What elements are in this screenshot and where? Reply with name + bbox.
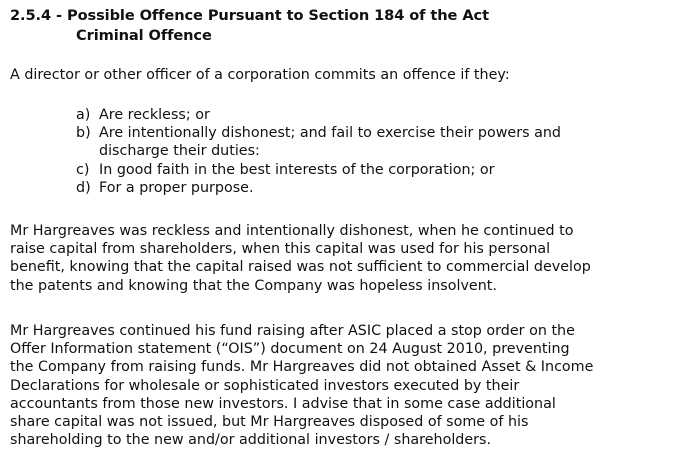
paragraph-line: Mr Hargreaves continued his fund raising after ASIC placed a stop order on the: [10, 323, 575, 339]
list-item-marker: b): [76, 125, 91, 142]
offence-conditions-list: [76, 106, 561, 197]
intro-paragraph: A director or other officer of a corporation commits an offence if they:: [10, 67, 510, 83]
list-item: [76, 161, 561, 179]
list-item-marker: c): [76, 161, 90, 178]
list-item-text: In good faith in the best interests of the corporation; or: [99, 161, 495, 178]
list-item-text: Are intentionally dishonest; and fail to exercise their powers and: [99, 125, 561, 142]
section-heading: [10, 6, 489, 46]
section-heading-subtitle: Criminal Offence: [76, 27, 212, 44]
list-item: [76, 179, 561, 197]
list-item-marker: a): [76, 107, 91, 123]
paragraph-line: raise capital from shareholders, when this capital was used for his personal: [10, 241, 551, 258]
list-item-text: discharge their duties:: [99, 143, 260, 160]
paragraph-recklessness: [10, 222, 686, 295]
paragraph-line: shareholding to the new and/or additional investors / shareholders.: [10, 432, 492, 449]
list-item: [76, 124, 561, 160]
paragraph-line: benefit, knowing that the capital raised was not sufficient to commercial develop: [10, 259, 591, 276]
list-item: [76, 106, 561, 124]
paragraph-line: Declarations for wholesale or sophisticated investors executed by their: [10, 377, 520, 394]
list-item-text: For a proper purpose.: [99, 179, 254, 196]
list-item-marker: d): [76, 179, 91, 196]
section-heading-title: 2.5.4 - Possible Offence Pursuant to Section 184 of the Act: [10, 7, 489, 24]
paragraph-line: the Company from raising funds. Mr Hargreaves did not obtained Asset & Income: [10, 359, 594, 376]
paragraph-line: share capital was not issued, but Mr Hargreaves disposed of some of his: [10, 414, 529, 431]
paragraph-line: Mr Hargreaves was reckless and intentionally dishonest, when he continued to: [10, 223, 574, 239]
paragraph-fund-raising: [10, 322, 686, 449]
list-item-text: Are reckless; or: [99, 107, 210, 123]
paragraph-line: accountants from those new investors. I advise that in some case additional: [10, 395, 556, 412]
paragraph-line: Offer Information statement (“OIS”) document on 24 August 2010, preventing: [10, 341, 570, 358]
paragraph-line: the patents and knowing that the Company was hopeless insolvent.: [10, 277, 497, 294]
